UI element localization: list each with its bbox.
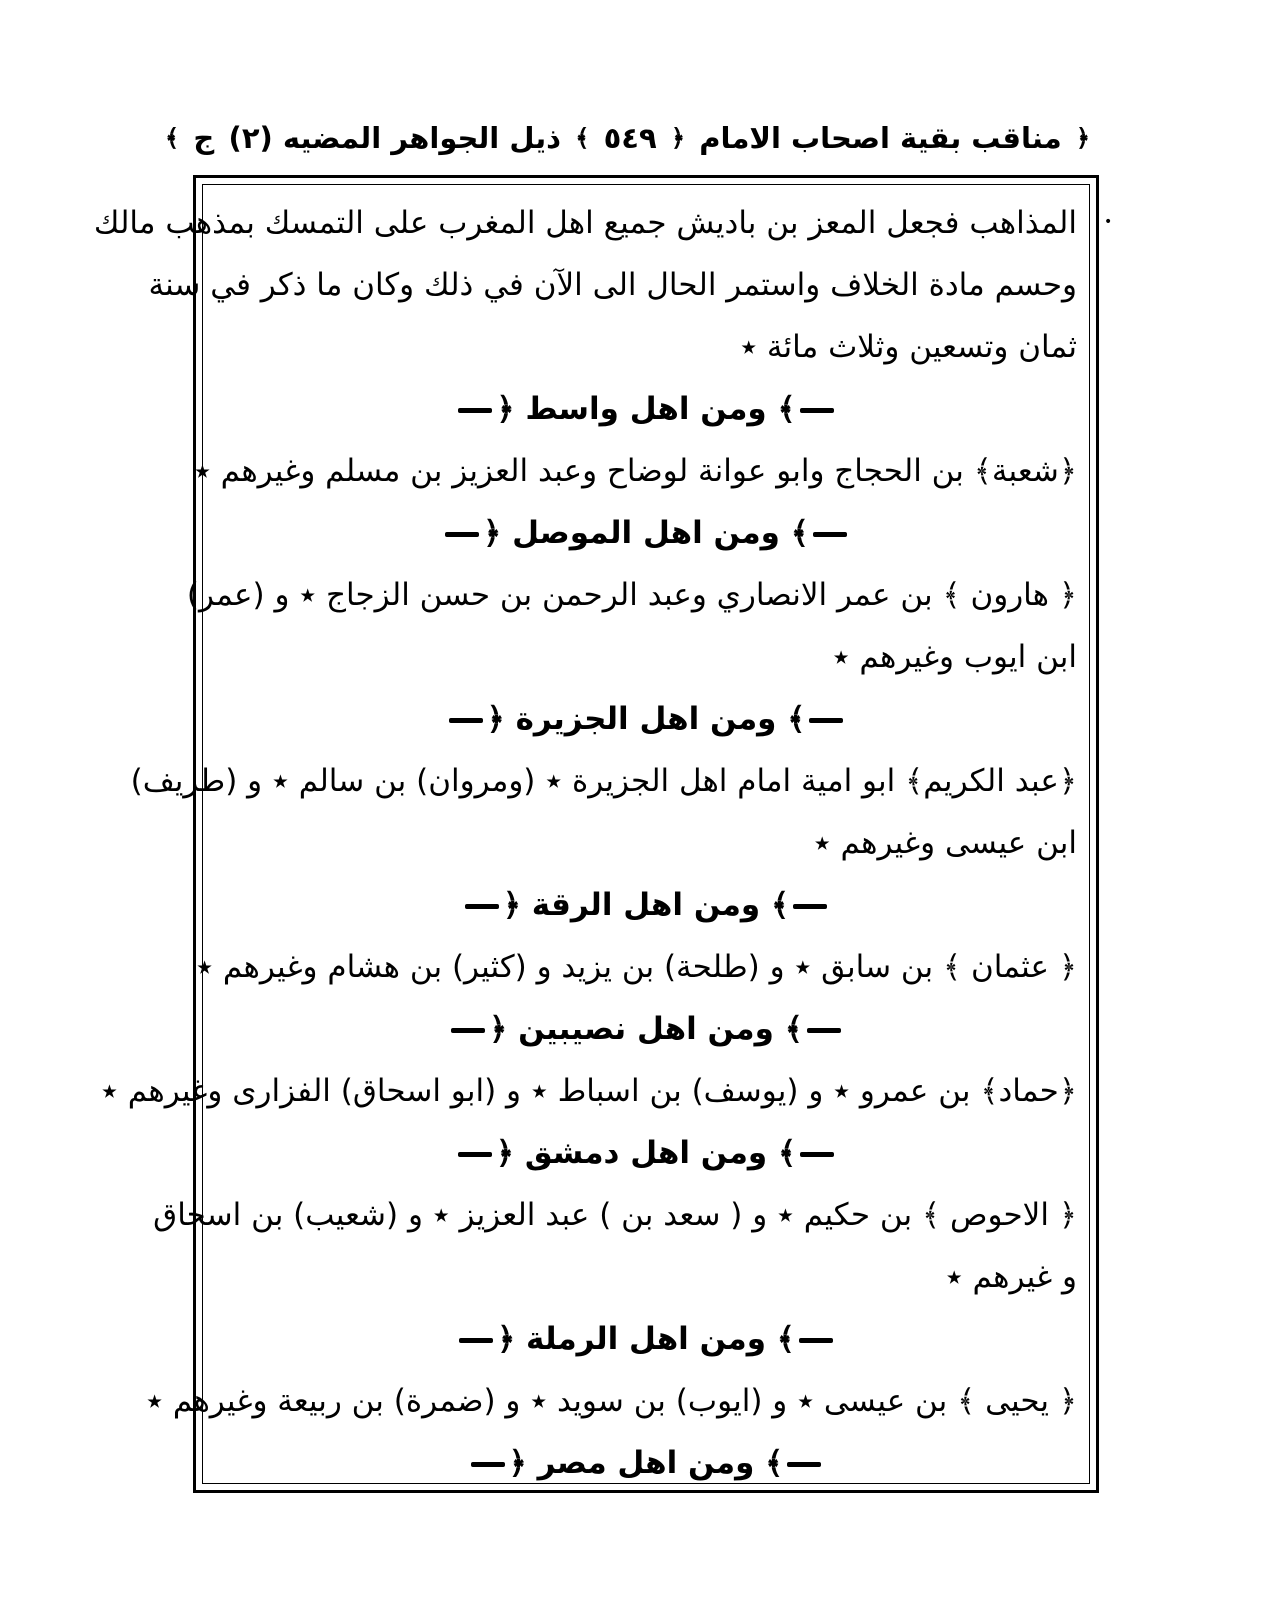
header-ornament: ﴾ — [575, 124, 590, 152]
text-line: ﴿ عثمان ﴾ بن سابق ٭ و (طلحة) بن يزيد و (كثير) بن هشام وغيرهم ٭ — [196, 949, 1077, 985]
section-heading: ﴾ ومن اهل الرقة ﴿ — [215, 874, 1077, 936]
text-line: ﴿ يحيى ﴾ بن عيسى ٭ و (ايوب) بن سويد ٭ و (ضمرة) بن ربيعة وغيرهم ٭ — [146, 1383, 1077, 1419]
section-heading-text: ومن اهل نصيبين — [518, 1011, 774, 1047]
heading-ornament — [813, 532, 847, 537]
section-heading: ﴾ ومن اهل الجزيرة ﴿ — [215, 688, 1077, 750]
heading-ornament — [459, 1338, 493, 1343]
text-line: ﴿شعبة﴾ بن الحجاج وابو عوانة لوضاح وعبد العزيز بن مسلم وغيرهم ٭ — [193, 453, 1077, 489]
header-section-title: مناقب بقية اصحاب الامام — [699, 121, 1062, 155]
page-number: ٥٤٩ — [603, 121, 657, 155]
section-heading: ﴾ ومن اهل دمشق ﴿ — [215, 1122, 1077, 1184]
text-line: ﴿ هارون ﴾ بن عمر الانصاري وعبد الرحمن بن حسن الزجاج ٭ و (عمر) — [186, 577, 1077, 613]
page-body — [93, 192, 1077, 1481]
text-line: المذاهب فجعل المعز بن باديش جميع اهل المغرب على التمسك بمذهب مالك — [93, 205, 1077, 241]
heading-ornament — [458, 408, 492, 413]
text-line: ثمان وتسعين وثلاث مائة ٭ — [740, 329, 1077, 365]
section-heading-text: ومن اهل الرملة — [526, 1321, 766, 1357]
heading-ornament — [465, 904, 499, 909]
text-line: ابن ايوب وغيرهم ٭ — [832, 639, 1077, 675]
header-ornament: ﴿ — [670, 124, 686, 152]
margin-dot: • — [1104, 214, 1113, 230]
heading-ornament — [471, 1462, 505, 1467]
heading-ornament — [800, 408, 834, 413]
heading-ornament — [807, 1028, 841, 1033]
text-line: ﴿ الاحوص ﴾ بن حكيم ٭ و ( سعد بن ) عبد العزيز ٭ و (شعيب) بن اسحاق — [153, 1197, 1077, 1233]
section-heading-text: ومن اهل الرقة — [531, 887, 761, 923]
section-heading: ﴾ ومن اهل الموصل ﴿ — [215, 502, 1077, 564]
heading-ornament — [799, 1338, 833, 1343]
heading-ornament — [793, 904, 827, 909]
section-heading: ﴾ ومن اهل نصيبين ﴿ — [215, 998, 1077, 1060]
heading-ornament — [800, 1152, 834, 1157]
text-line: ﴿عبد الكريم﴾ ابو امية امام اهل الجزيرة ٭ (ومروان) بن سالم ٭ و (طريف) — [130, 763, 1077, 799]
header-ornament-left: ﴾ — [165, 124, 180, 152]
heading-ornament — [449, 718, 483, 723]
heading-ornament — [445, 532, 479, 537]
text-line: و غيرهم ٭ — [945, 1259, 1077, 1295]
section-heading-text: ومن اهل الموصل — [512, 515, 780, 551]
header-book-title: ذيل الجواهر المضيه (٢) — [228, 121, 561, 155]
section-heading-text: ومن اهل واسط — [525, 391, 767, 427]
text-line: وحسم مادة الخلاف واستمر الحال الى الآن في ذلك وكان ما ذكر في سنة — [148, 267, 1077, 303]
text-line: ابن عيسى وغيرهم ٭ — [813, 825, 1077, 861]
volume-label: ج — [193, 121, 215, 155]
section-heading-text: ومن اهل الجزيرة — [515, 701, 777, 737]
header-ornament-right: ﴿ — [1075, 124, 1090, 152]
section-heading-text: ومن اهل مصر — [537, 1445, 755, 1481]
section-heading: ﴾ ومن اهل واسط ﴿ — [215, 378, 1077, 440]
heading-ornament — [787, 1462, 821, 1467]
running-header — [165, 112, 1090, 164]
section-heading: ﴾ ومن اهل مصر ﴿ — [215, 1432, 1077, 1494]
heading-ornament — [451, 1028, 485, 1033]
heading-ornament — [809, 718, 843, 723]
section-heading: ﴾ ومن اهل الرملة ﴿ — [215, 1308, 1077, 1370]
section-heading-text: ومن اهل دمشق — [524, 1135, 768, 1171]
text-line: ﴿حماد﴾ بن عمرو ٭ و (يوسف) بن اسباط ٭ و (ابو اسحاق) الفزارى وغيرهم ٭ — [101, 1073, 1077, 1109]
heading-ornament — [458, 1152, 492, 1157]
